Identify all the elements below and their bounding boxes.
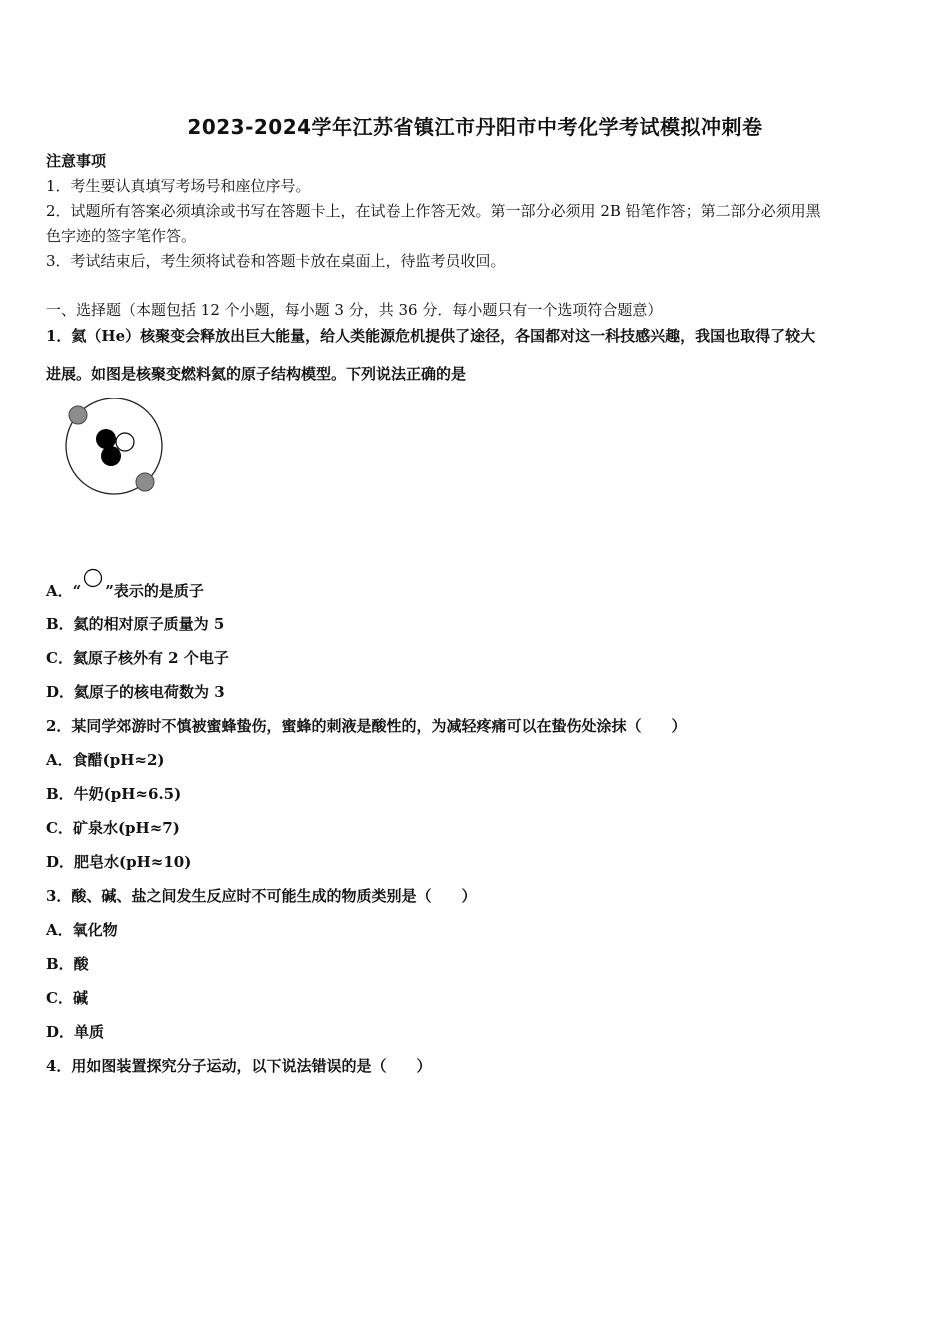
notes-item: 2．试题所有答案必须填涂或书写在答题卡上，在试卷上作答无效。第一部分必须用 2B 铅笔作答；第二部分必须用黑	[46, 202, 821, 220]
page-title: 2023-2024学年江苏省镇江市丹阳市中考化学考试模拟冲刺卷	[187, 115, 763, 139]
question-1-stem-cont: 进展。如图是核聚变燃料氦的原子结构模型。下列说法正确的是	[46, 365, 467, 383]
question-1-option-c: C．氦原子核外有 2 个电子	[46, 649, 229, 667]
question-4-stem: 4．用如图装置探究分子运动，以下说法错误的是（ ）	[46, 1057, 432, 1075]
proton-particle	[96, 429, 116, 449]
question-3-option-b: B．酸	[46, 955, 89, 973]
section-heading: 一、选择题（本题包括 12 个小题，每小题 3 分，共 36 分．每小题只有一个选项符合题意）	[46, 301, 663, 319]
question-3-stem: 3．酸、碱、盐之间发生反应时不可能生成的物质类别是（ ）	[46, 887, 477, 905]
option-a-prefix: A．“	[46, 582, 82, 600]
notes-item: 色字迹的签字笔作答。	[46, 227, 197, 245]
question-1-option-d: D．氦原子的核电荷数为 3	[46, 683, 225, 701]
question-2-option-c: C．矿泉水(pH≈7)	[46, 819, 180, 837]
notes-heading: 注意事项	[46, 152, 107, 170]
option-a-suffix: ”表示的是质子	[105, 582, 204, 600]
question-2-option-d: D．肥皂水(pH≈10)	[46, 853, 192, 871]
question-1-stem: 1．氦（He）核聚变会释放出巨大能量，给人类能源危机提供了途径，各国都对这一科技感兴趣，我国也取得了较大	[46, 327, 816, 345]
question-1-option-b: B．氦的相对原子质量为 5	[46, 615, 225, 633]
neutron-particle	[116, 433, 134, 451]
question-3-option-c: C．碱	[46, 989, 88, 1007]
notes-item: 1．考生要认真填写考场号和座位序号。	[46, 177, 311, 195]
question-2-option-a: A．食醋(pH≈2)	[46, 751, 165, 769]
question-3-option-a: A．氧化物	[46, 921, 118, 939]
notes-item: 3．考试结束后，考生须将试卷和答题卡放在桌面上，待监考员收回。	[46, 252, 506, 270]
electron-particle	[69, 406, 87, 424]
question-3-option-d: D．单质	[46, 1023, 105, 1041]
question-1-option-a	[46, 568, 204, 601]
proton-particle	[101, 446, 121, 466]
helium-atom-model-image	[60, 398, 170, 498]
question-2-option-b: B．牛奶(pH≈6.5)	[46, 785, 182, 803]
electron-particle	[136, 473, 154, 491]
neutron-symbol-icon	[83, 568, 103, 588]
question-2-stem: 2．某同学郊游时不慎被蜜蜂蛰伤，蜜蜂的刺液是酸性的，为减轻疼痛可以在蛰伤处涂抹（ ）	[46, 717, 687, 735]
